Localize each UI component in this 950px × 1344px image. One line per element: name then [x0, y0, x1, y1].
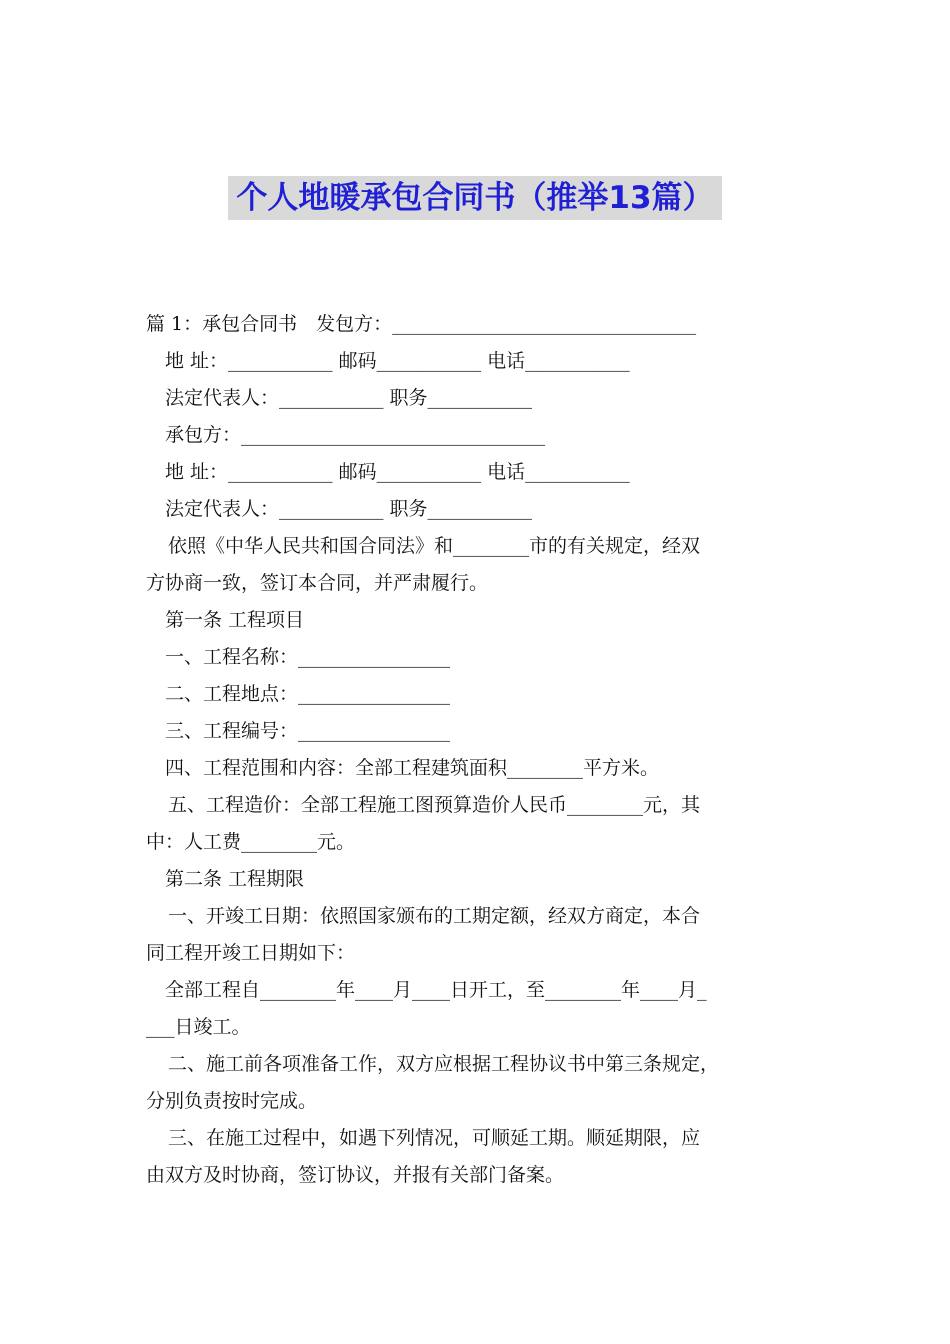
document-body: [146, 306, 810, 1194]
text-line: ___日竣工。: [146, 1016, 251, 1038]
text-line: 地 址：___________ 邮码___________ 电话___________: [165, 350, 630, 372]
text-line: 二、施工前各项准备工作，双方应根据工程协议书中第三条规定，: [168, 1053, 720, 1075]
text-line: 二、工程地点：________________: [165, 683, 451, 705]
text-line: 分别负责按时完成。: [146, 1090, 318, 1112]
text-line: 全部工程自________年____月____日开工，至________年____月_: [165, 979, 707, 1001]
text-line: 一、工程名称：________________: [165, 646, 451, 668]
text-line: 三、工程编号：________________: [165, 720, 451, 742]
text-line: 五、工程造价：全部工程施工图预算造价人民币________元，其: [168, 794, 701, 816]
text-line: 篇 1：承包合同书 发包方：________________________________: [146, 313, 697, 335]
text-line: 同工程开竣工日期如下：: [146, 942, 356, 964]
document-title: 个人地暖承包合同书（推举13篇）: [228, 176, 721, 220]
text-line: 方协商一致，签订本合同，并严肃履行。: [146, 572, 489, 594]
text-line: 四、工程范围和内容：全部工程建筑面积________平方米。: [165, 757, 660, 779]
text-line: 由双方及时协商，签订协议，并报有关部门备案。: [146, 1164, 565, 1186]
text-line: 中：人工费________元。: [146, 831, 356, 853]
text-line: 法定代表人：___________ 职务___________: [165, 387, 533, 409]
text-line: 三、在施工过程中，如遇下列情况，可顺延工期。顺延期限，应: [168, 1127, 701, 1149]
title-block: [0, 176, 950, 220]
text-line: 法定代表人：___________ 职务___________: [165, 498, 533, 520]
text-line: 第一条 工程项目: [165, 609, 305, 631]
text-line: 依照《中华人民共和国合同法》和________市的有关规定，经双: [168, 535, 701, 557]
text-line: 第二条 工程期限: [165, 868, 305, 890]
text-line: 地 址：___________ 邮码___________ 电话___________: [165, 461, 630, 483]
text-line: 一、开竣工日期：依照国家颁布的工期定额，经双方商定，本合: [168, 905, 701, 927]
text-line: 承包方：________________________________: [165, 424, 546, 446]
